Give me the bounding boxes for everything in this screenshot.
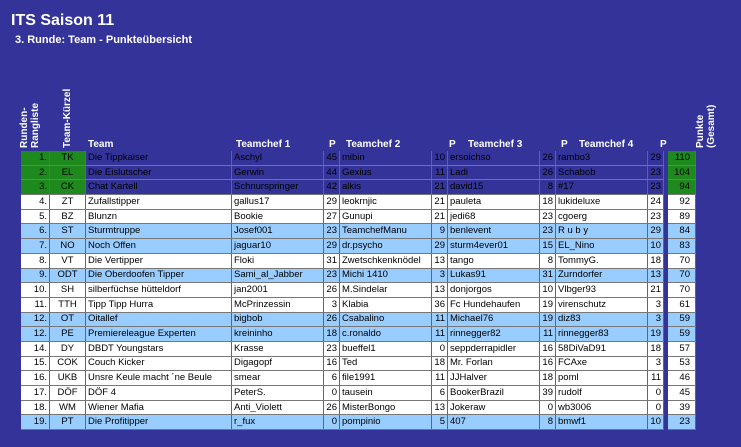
teamchef-3-cell: Ladi: [448, 165, 540, 180]
total-points-cell: 94: [668, 180, 696, 195]
points-2-cell: 9: [432, 224, 448, 239]
points-3-cell: 16: [540, 356, 556, 371]
teamchef-3-cell: Fc Hundehaufen: [448, 297, 540, 312]
teamchef-4-cell: rinnegger83: [556, 327, 648, 342]
teamchef-4-cell: rambo3: [556, 151, 648, 165]
teamchef-3-cell: jedi68: [448, 209, 540, 224]
table-row: [21, 239, 696, 254]
points-1-cell: 23: [324, 268, 340, 283]
points-4-cell: 19: [648, 327, 664, 342]
points-2-cell: 5: [432, 415, 448, 430]
abbr-cell: ZT: [50, 195, 86, 210]
points-1-cell: 16: [324, 356, 340, 371]
points-4-cell: 0: [648, 386, 664, 401]
points-4-cell: 18: [648, 341, 664, 356]
table-row: [21, 151, 696, 165]
teamchef-3-cell: Mr. Forlan: [448, 356, 540, 371]
teamchef-1-cell: Krasse: [232, 341, 324, 356]
points-2-cell: 29: [432, 239, 448, 254]
total-points-cell: 46: [668, 371, 696, 386]
table-row: [21, 195, 696, 210]
abbr-cell: DY: [50, 341, 86, 356]
abbr-cell: OT: [50, 312, 86, 327]
team-cell: Couch Kicker: [86, 356, 232, 371]
rank-cell: 19.: [21, 415, 50, 430]
teamchef-3-cell: 407: [448, 415, 540, 430]
teamchef-1-cell: Anti_Violett: [232, 400, 324, 415]
rank-cell: 3.: [21, 180, 50, 195]
teamchef-4-cell: rudolf: [556, 386, 648, 401]
points-4-cell: 13: [648, 268, 664, 283]
teamchef-3-cell: sturm4ever01: [448, 239, 540, 254]
teamchef-2-cell: Gexius: [340, 165, 432, 180]
team-cell: Chat Kartell: [86, 180, 232, 195]
points-4-cell: 21: [648, 283, 664, 298]
teamchef-4-cell: EL_Nino: [556, 239, 648, 254]
points-4-cell: 23: [648, 165, 664, 180]
points-3-cell: 16: [540, 341, 556, 356]
rank-cell: 11.: [21, 297, 50, 312]
teamchef-4-cell: poml: [556, 371, 648, 386]
rank-cell: 5.: [21, 209, 50, 224]
teamchef-1-cell: Bookie: [232, 209, 324, 224]
points-4-cell: 11: [648, 371, 664, 386]
table-row: [21, 180, 696, 195]
header-p1: P: [329, 139, 336, 150]
points-2-cell: 13: [432, 253, 448, 268]
team-cell: Unsre Keule macht ´ne Beule: [86, 371, 232, 386]
points-3-cell: 0: [540, 400, 556, 415]
header-teamchef-2: Teamchef 2: [346, 139, 401, 150]
rank-cell: 8.: [21, 253, 50, 268]
abbr-cell: COK: [50, 356, 86, 371]
abbr-cell: UKB: [50, 371, 86, 386]
abbr-cell: DÖF: [50, 386, 86, 401]
teamchef-3-cell: rinnegger82: [448, 327, 540, 342]
total-points-cell: 59: [668, 327, 696, 342]
points-2-cell: 21: [432, 195, 448, 210]
rank-cell: 9.: [21, 268, 50, 283]
points-1-cell: 45: [324, 151, 340, 165]
abbr-cell: TK: [50, 151, 86, 165]
total-points-cell: 53: [668, 356, 696, 371]
teamchef-4-cell: TommyG.: [556, 253, 648, 268]
points-4-cell: 0: [648, 400, 664, 415]
header-rank: Runden- Rangliste: [19, 102, 41, 148]
points-4-cell: 18: [648, 253, 664, 268]
teamchef-1-cell: Josef001: [232, 224, 324, 239]
teamchef-2-cell: Zwetschkenknödel: [340, 253, 432, 268]
teamchef-3-cell: david15: [448, 180, 540, 195]
team-cell: Die Vertipper: [86, 253, 232, 268]
teamchef-1-cell: r_fux: [232, 415, 324, 430]
teamchef-4-cell: Schabob: [556, 165, 648, 180]
abbr-cell: PE: [50, 327, 86, 342]
teamchef-3-cell: benlevent: [448, 224, 540, 239]
teamchef-1-cell: Digagopf: [232, 356, 324, 371]
points-3-cell: 23: [540, 224, 556, 239]
teamchef-3-cell: donjorgos: [448, 283, 540, 298]
points-1-cell: 44: [324, 165, 340, 180]
total-points-cell: 104: [668, 165, 696, 180]
teamchef-2-cell: tausein: [340, 386, 432, 401]
points-3-cell: 10: [540, 283, 556, 298]
points-3-cell: 15: [540, 239, 556, 254]
abbr-cell: TTH: [50, 297, 86, 312]
total-points-cell: 83: [668, 239, 696, 254]
rank-cell: 15.: [21, 356, 50, 371]
table-row: [21, 268, 696, 283]
table-row: [21, 415, 696, 430]
total-points-cell: 110: [668, 151, 696, 165]
team-cell: Die Profitipper: [86, 415, 232, 430]
teamchef-1-cell: Aschyl: [232, 151, 324, 165]
team-cell: DÖF 4: [86, 386, 232, 401]
table-row: [21, 341, 696, 356]
teamchef-2-cell: Michi 1410: [340, 268, 432, 283]
teamchef-4-cell: Zurndorfer: [556, 268, 648, 283]
table-row: [21, 165, 696, 180]
header-p4: P: [660, 139, 667, 150]
teamchef-3-cell: pauleta: [448, 195, 540, 210]
points-1-cell: 29: [324, 195, 340, 210]
points-3-cell: 23: [540, 209, 556, 224]
team-cell: Tipp Tipp Hurra: [86, 297, 232, 312]
points-1-cell: 26: [324, 283, 340, 298]
teamchef-4-cell: FCAxe: [556, 356, 648, 371]
points-2-cell: 11: [432, 165, 448, 180]
points-4-cell: 29: [648, 224, 664, 239]
points-4-cell: 3: [648, 297, 664, 312]
points-2-cell: 6: [432, 386, 448, 401]
standings-table: [21, 151, 696, 430]
rank-cell: 6.: [21, 224, 50, 239]
rank-cell: 7.: [21, 239, 50, 254]
page-title: ITS Saison 11: [11, 12, 115, 29]
abbr-cell: ST: [50, 224, 86, 239]
points-3-cell: 18: [540, 195, 556, 210]
teamchef-4-cell: diz83: [556, 312, 648, 327]
teamchef-1-cell: bigbob: [232, 312, 324, 327]
points-3-cell: 26: [540, 151, 556, 165]
abbr-cell: NO: [50, 239, 86, 254]
table-row: [21, 327, 696, 342]
total-points-cell: 61: [668, 297, 696, 312]
points-3-cell: 11: [540, 327, 556, 342]
total-points-cell: 70: [668, 283, 696, 298]
header-team-abbr: Team-Kürzel: [62, 88, 73, 148]
points-2-cell: 11: [432, 312, 448, 327]
table-row: [21, 297, 696, 312]
teamchef-2-cell: dr.psycho: [340, 239, 432, 254]
header-teamchef-3: Teamchef 3: [468, 139, 523, 150]
total-points-cell: 89: [668, 209, 696, 224]
teamchef-4-cell: bmwf1: [556, 415, 648, 430]
teamchef-1-cell: smear: [232, 371, 324, 386]
points-4-cell: 23: [648, 180, 664, 195]
header-total-points: Punkte (Gesamt): [695, 104, 717, 148]
points-3-cell: 8: [540, 180, 556, 195]
header-p2: P: [449, 139, 456, 150]
teamchef-4-cell: #17: [556, 180, 648, 195]
header-p3: P: [561, 139, 568, 150]
points-1-cell: 26: [324, 312, 340, 327]
rank-cell: 12.: [21, 312, 50, 327]
abbr-cell: EL: [50, 165, 86, 180]
team-cell: DBDT Youngstars: [86, 341, 232, 356]
table-row: [21, 400, 696, 415]
teamchef-2-cell: c.ronaldo: [340, 327, 432, 342]
teamchef-1-cell: Schnurspringer: [232, 180, 324, 195]
teamchef-2-cell: file1991: [340, 371, 432, 386]
points-2-cell: 3: [432, 268, 448, 283]
points-1-cell: 0: [324, 386, 340, 401]
total-points-cell: 39: [668, 400, 696, 415]
points-1-cell: 23: [324, 224, 340, 239]
teamchef-2-cell: MisterBongo: [340, 400, 432, 415]
teamchef-2-cell: Klabia: [340, 297, 432, 312]
table-row: [21, 283, 696, 298]
table-row: [21, 356, 696, 371]
teamchef-4-cell: Vlbger93: [556, 283, 648, 298]
points-3-cell: 19: [540, 297, 556, 312]
points-1-cell: 31: [324, 253, 340, 268]
rank-cell: 16.: [21, 371, 50, 386]
team-cell: Zufallstipper: [86, 195, 232, 210]
points-1-cell: 18: [324, 327, 340, 342]
points-3-cell: 18: [540, 371, 556, 386]
teamchef-3-cell: Lukas91: [448, 268, 540, 283]
points-3-cell: 31: [540, 268, 556, 283]
team-cell: Noch Offen: [86, 239, 232, 254]
points-1-cell: 6: [324, 371, 340, 386]
total-points-cell: 23: [668, 415, 696, 430]
abbr-cell: BZ: [50, 209, 86, 224]
total-points-cell: 70: [668, 253, 696, 268]
table-row: [21, 224, 696, 239]
table-row: [21, 209, 696, 224]
teamchef-4-cell: R u b y: [556, 224, 648, 239]
teamchef-2-cell: leokrnjic: [340, 195, 432, 210]
header-teamchef-4: Teamchef 4: [579, 139, 634, 150]
points-1-cell: 42: [324, 180, 340, 195]
points-2-cell: 11: [432, 371, 448, 386]
teamchef-2-cell: Gunupi: [340, 209, 432, 224]
points-2-cell: 10: [432, 151, 448, 165]
teamchef-3-cell: JJHalver: [448, 371, 540, 386]
total-points-cell: 57: [668, 341, 696, 356]
points-2-cell: 21: [432, 209, 448, 224]
points-1-cell: 23: [324, 341, 340, 356]
points-2-cell: 11: [432, 327, 448, 342]
team-cell: Sturmtruppe: [86, 224, 232, 239]
points-3-cell: 39: [540, 386, 556, 401]
abbr-cell: SH: [50, 283, 86, 298]
rank-cell: 17.: [21, 386, 50, 401]
teamchef-3-cell: seppderrapidler: [448, 341, 540, 356]
teamchef-3-cell: Michael76: [448, 312, 540, 327]
points-4-cell: 23: [648, 209, 664, 224]
table-row: [21, 312, 696, 327]
team-cell: Die Oberdoofen Tipper: [86, 268, 232, 283]
points-4-cell: 24: [648, 195, 664, 210]
points-3-cell: 26: [540, 165, 556, 180]
points-3-cell: 8: [540, 253, 556, 268]
teamchef-1-cell: jaguar10: [232, 239, 324, 254]
abbr-cell: PT: [50, 415, 86, 430]
points-2-cell: 36: [432, 297, 448, 312]
rank-cell: 14.: [21, 341, 50, 356]
teamchef-2-cell: pompinio: [340, 415, 432, 430]
teamchef-1-cell: Sami_al_Jabber: [232, 268, 324, 283]
team-cell: Oitallef: [86, 312, 232, 327]
team-cell: Die Tippkaiser: [86, 151, 232, 165]
rank-cell: 18.: [21, 400, 50, 415]
teamchef-3-cell: BookerBrazil: [448, 386, 540, 401]
points-2-cell: 0: [432, 341, 448, 356]
points-2-cell: 13: [432, 400, 448, 415]
points-1-cell: 29: [324, 239, 340, 254]
teamchef-2-cell: alkis: [340, 180, 432, 195]
rank-cell: 12.: [21, 327, 50, 342]
abbr-cell: ODT: [50, 268, 86, 283]
team-cell: Premiereleague Experten: [86, 327, 232, 342]
total-points-cell: 92: [668, 195, 696, 210]
points-4-cell: 3: [648, 312, 664, 327]
header-teamchef-1: Teamchef 1: [236, 139, 291, 150]
teamchef-1-cell: kreininho: [232, 327, 324, 342]
header-team: Team: [88, 139, 114, 150]
teamchef-2-cell: Csabalino: [340, 312, 432, 327]
teamchef-3-cell: Jokeraw: [448, 400, 540, 415]
points-1-cell: 0: [324, 415, 340, 430]
teamchef-4-cell: wb3006: [556, 400, 648, 415]
abbr-cell: VT: [50, 253, 86, 268]
teamchef-3-cell: ersoichso: [448, 151, 540, 165]
teamchef-1-cell: gallus17: [232, 195, 324, 210]
teamchef-4-cell: virenschutz: [556, 297, 648, 312]
teamchef-4-cell: lukideluxe: [556, 195, 648, 210]
page-subtitle: 3. Runde: Team - Punkteübersicht: [15, 34, 193, 46]
rank-cell: 2.: [21, 165, 50, 180]
teamchef-2-cell: bueffel1: [340, 341, 432, 356]
total-points-cell: 84: [668, 224, 696, 239]
points-4-cell: 29: [648, 151, 664, 165]
teamchef-1-cell: Floki: [232, 253, 324, 268]
table-row: [21, 371, 696, 386]
table-row: [21, 386, 696, 401]
points-1-cell: 26: [324, 400, 340, 415]
abbr-cell: WM: [50, 400, 86, 415]
rank-cell: 10.: [21, 283, 50, 298]
points-4-cell: 10: [648, 239, 664, 254]
points-1-cell: 3: [324, 297, 340, 312]
rank-cell: 4.: [21, 195, 50, 210]
points-1-cell: 27: [324, 209, 340, 224]
table-row: [21, 253, 696, 268]
teamchef-4-cell: 58DiVaD91: [556, 341, 648, 356]
teamchef-1-cell: McPrinzessin: [232, 297, 324, 312]
points-3-cell: 19: [540, 312, 556, 327]
teamchef-1-cell: PeterS.: [232, 386, 324, 401]
total-points-cell: 70: [668, 268, 696, 283]
teamchef-2-cell: Ted: [340, 356, 432, 371]
points-4-cell: 10: [648, 415, 664, 430]
points-2-cell: 18: [432, 356, 448, 371]
teamchef-2-cell: M.Sindelar: [340, 283, 432, 298]
teamchef-1-cell: jan2001: [232, 283, 324, 298]
points-2-cell: 13: [432, 283, 448, 298]
points-2-cell: 21: [432, 180, 448, 195]
team-cell: Die Eislutscher: [86, 165, 232, 180]
teamchef-2-cell: TeamchefManu: [340, 224, 432, 239]
teamchef-3-cell: tango: [448, 253, 540, 268]
abbr-cell: CK: [50, 180, 86, 195]
total-points-cell: 59: [668, 312, 696, 327]
teamchef-2-cell: mibin: [340, 151, 432, 165]
team-cell: Wiener Mafia: [86, 400, 232, 415]
total-points-cell: 45: [668, 386, 696, 401]
teamchef-4-cell: cgoerg: [556, 209, 648, 224]
points-4-cell: 3: [648, 356, 664, 371]
teamchef-1-cell: Gerwin: [232, 165, 324, 180]
rank-cell: 1.: [21, 151, 50, 165]
team-cell: Blunzn: [86, 209, 232, 224]
points-3-cell: 8: [540, 415, 556, 430]
team-cell: silberfüchse hütteldorf: [86, 283, 232, 298]
